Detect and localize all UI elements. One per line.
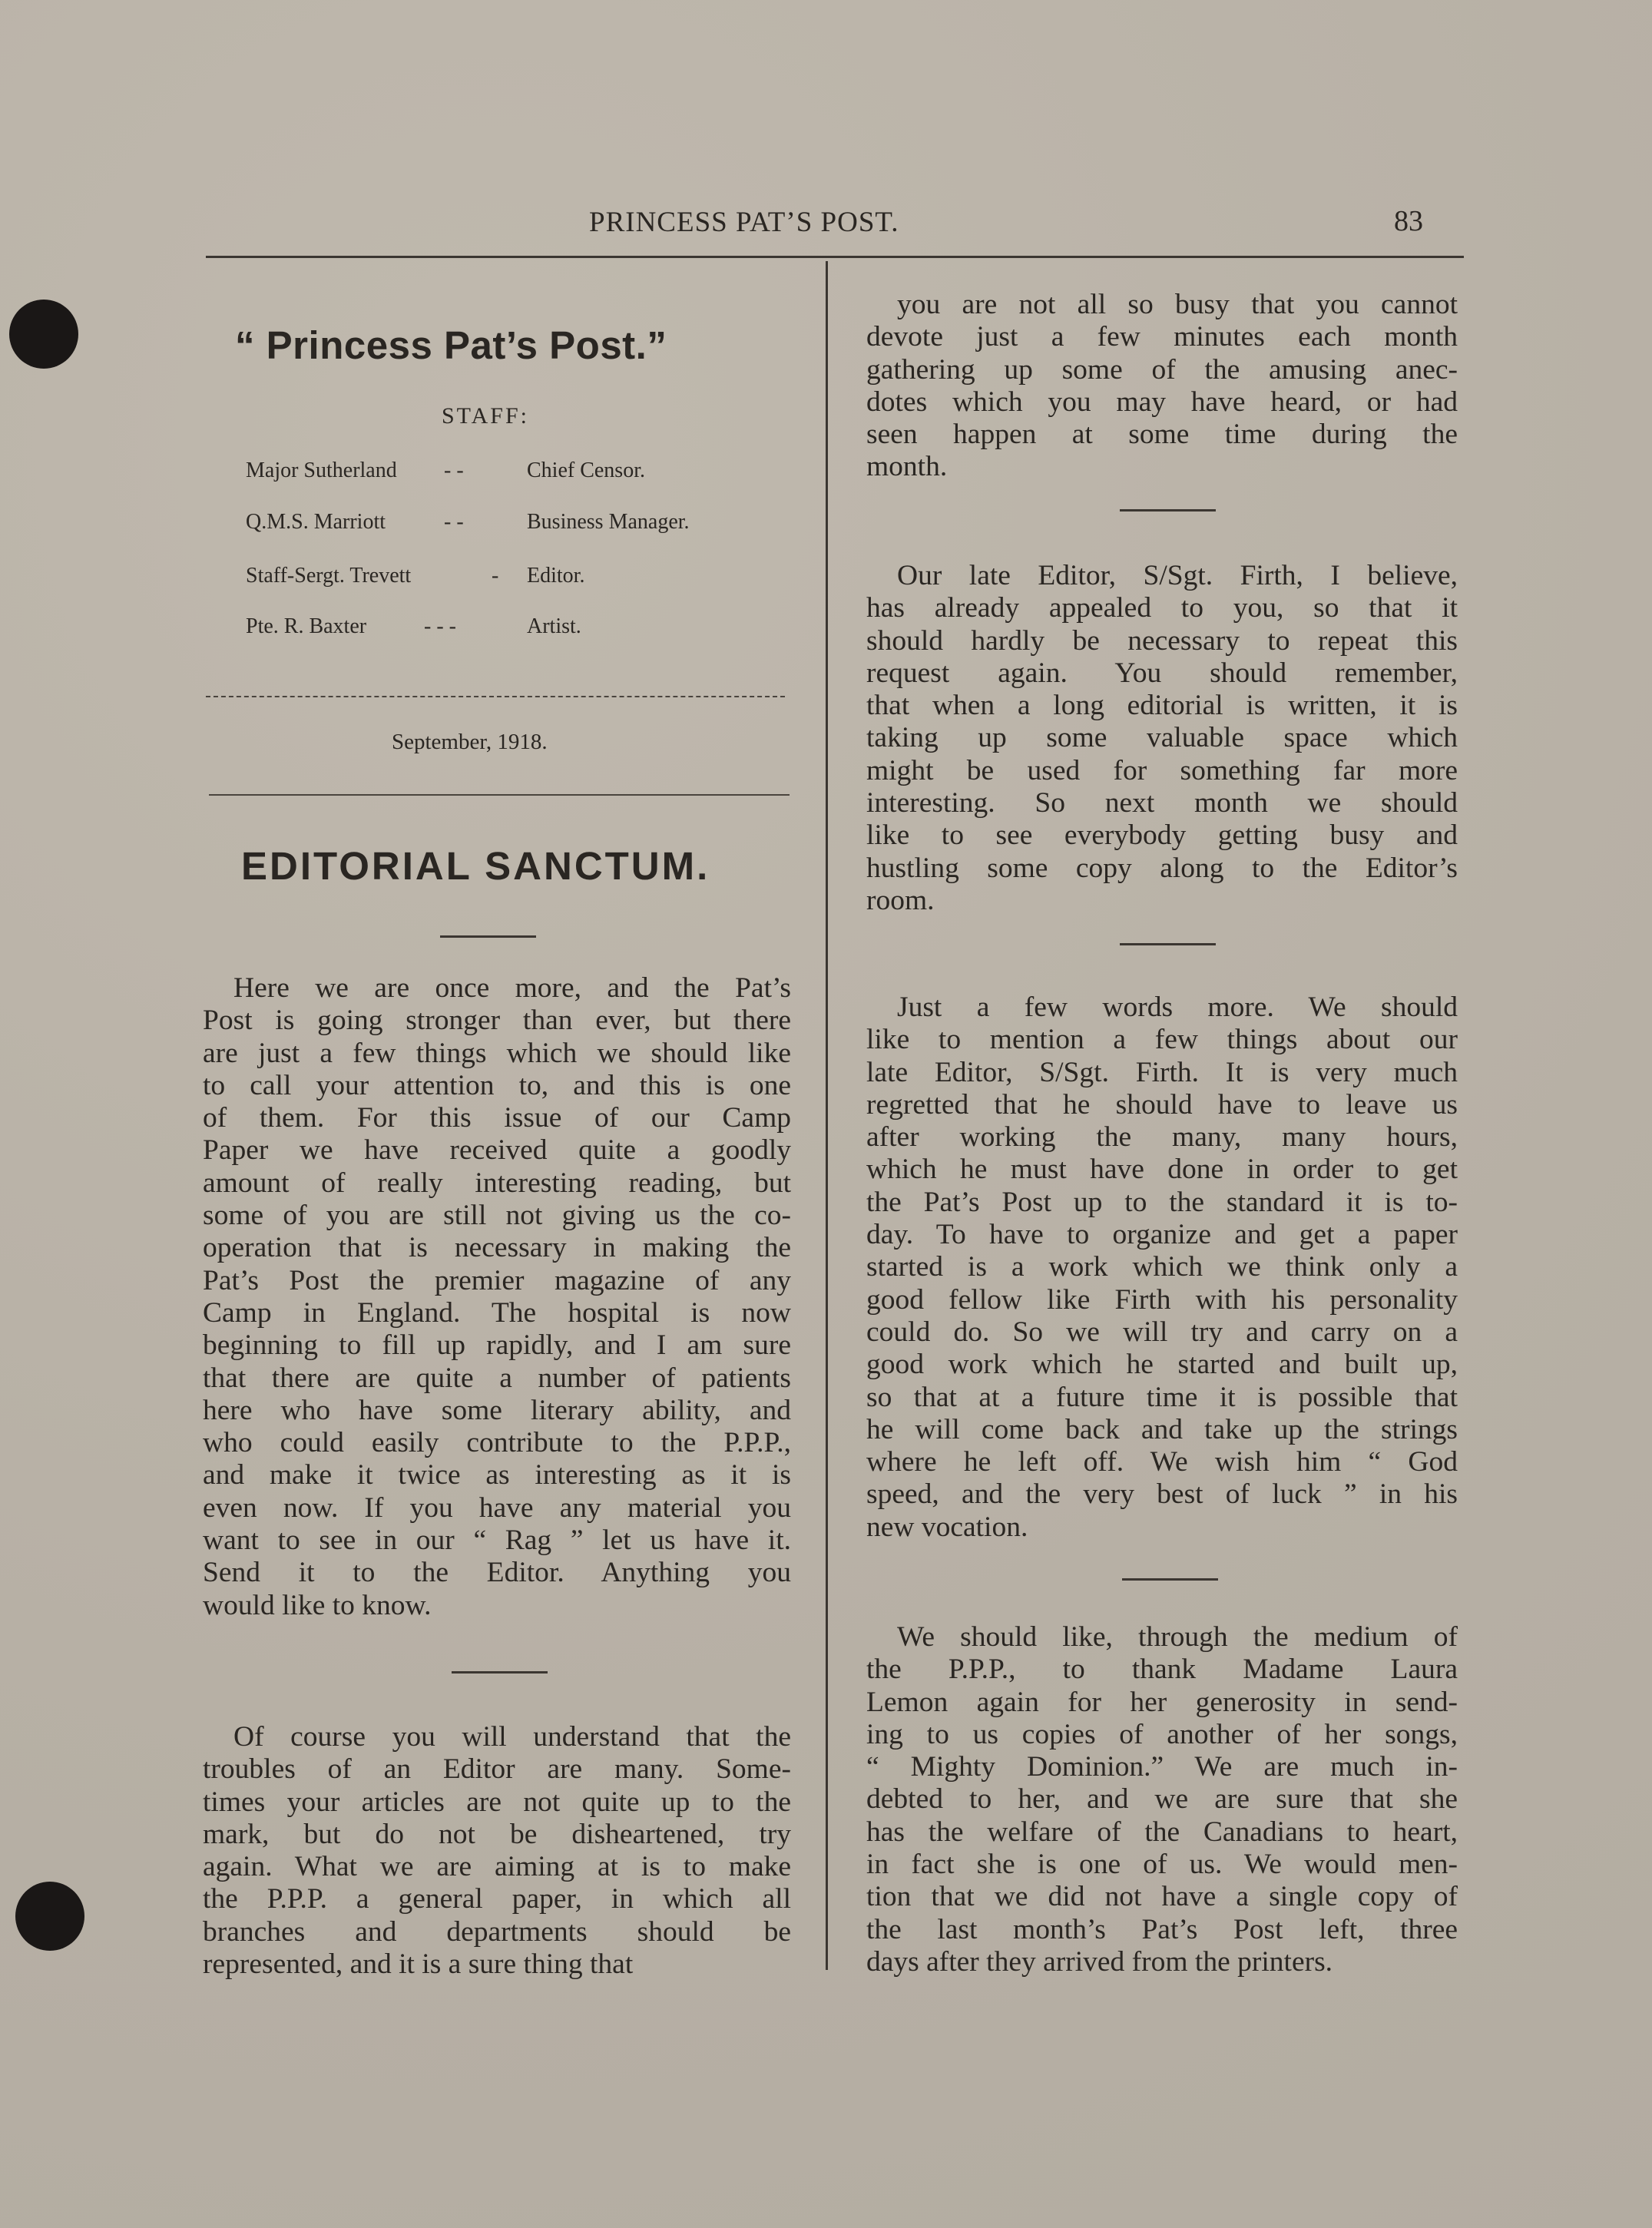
paragraph-line: which he must have done in order to get: [866, 1154, 1458, 1186]
paragraph-line: Camp in England. The hospital is now: [203, 1296, 791, 1329]
paragraph-line: has already appealed to you, so that it: [866, 592, 1458, 624]
paragraph-line: Our late Editor, S/Sgt. Firth, I believe,: [897, 560, 1458, 591]
paragraph-line: good fellow like Firth with his personality: [866, 1283, 1458, 1316]
paragraph-line: We should like, through the medium of: [897, 1621, 1458, 1653]
punch-hole: [15, 1882, 84, 1951]
paragraph-line: who could easily contribute to the P.P.P.,: [203, 1427, 791, 1459]
masthead-title: “ Princess Pat’s Post.”: [235, 323, 667, 367]
staff-name: Staff-Sergt. Trevett: [246, 564, 412, 588]
paragraph-line: ing to us copies of another of her songs,: [866, 1718, 1458, 1750]
staff-role: Chief Censor.: [527, 459, 645, 482]
paragraph-line: the Pat’s Post up to the standard it is to-: [866, 1186, 1458, 1218]
paragraph-line: amount of really interesting reading, but: [203, 1167, 791, 1199]
section-separator: [1122, 1578, 1218, 1581]
paragraph-line: “ Mighty Dominion.” We are much in-: [866, 1751, 1458, 1783]
paragraph-line: operation that is necessary in making the: [203, 1232, 791, 1264]
staff-role: Business Manager.: [527, 510, 690, 534]
section-separator: [1120, 943, 1216, 945]
paragraph-line: again. What we are aiming at is to make: [203, 1851, 791, 1883]
paragraph-line: represented, and it is a sure thing that: [203, 1948, 634, 1981]
editorial-heading: EDITORIAL SANCTUM.: [241, 844, 710, 888]
paragraph-line: good work which he started and built up,: [866, 1349, 1458, 1381]
paragraph-line: Paper we have received quite a goodly: [203, 1134, 791, 1167]
paragraph-line: regretted that he should have to leave us: [866, 1088, 1458, 1121]
paragraph-line: seen happen at some time during the: [866, 419, 1458, 451]
paragraph-line: to call your attention to, and this is one: [203, 1069, 791, 1101]
paragraph-line: day. To have to organize and get a paper: [866, 1219, 1458, 1251]
paragraph-line: started is a work which we think only a: [866, 1251, 1458, 1283]
masthead-rule: [209, 794, 790, 796]
column-divider: [826, 261, 828, 1970]
editorial-paragraph: [866, 1621, 1458, 1978]
section-separator: [452, 1671, 548, 1673]
paragraph-line: troubles of an Editor are many. Some-: [203, 1753, 791, 1786]
paragraph-line: are just a few things which we should like: [203, 1037, 791, 1069]
paragraph-line: might be used for something far more: [866, 754, 1458, 786]
paragraph-line: the last month’s Pat’s Post left, three: [866, 1913, 1458, 1945]
paragraph-line: Here we are once more, and the Pat’s: [233, 972, 791, 1004]
paragraph-line: Send it to the Editor. Anything you: [203, 1557, 791, 1589]
paragraph-line: tion that we did not have a single copy of: [866, 1881, 1458, 1913]
staff-name: Q.M.S. Marriott: [246, 510, 386, 534]
masthead-rule: [206, 696, 785, 697]
paragraph-line: Of course you will understand that the: [233, 1721, 791, 1753]
staff-dashes: -: [492, 564, 499, 588]
paragraph-line: of them. For this issue of our Camp: [203, 1102, 791, 1134]
paragraph-line: month.: [866, 451, 948, 483]
paragraph-line: speed, and the very best of luck ” in his: [866, 1478, 1458, 1511]
paragraph-line: room.: [866, 884, 935, 916]
paragraph-line: even now. If you have any material you: [203, 1491, 791, 1524]
editorial-paragraph: [203, 1721, 791, 1981]
paragraph-line: like to mention a few things about our: [866, 1024, 1458, 1056]
paragraph-line: in fact she is one of us. We would men-: [866, 1849, 1458, 1881]
paragraph-line: late Editor, S/Sgt. Firth. It is very much: [866, 1056, 1458, 1088]
paragraph-line: gathering up some of the amusing anec-: [866, 353, 1458, 386]
issue-date: September, 1918.: [392, 730, 548, 754]
paragraph-line: interesting. So next month we should: [866, 787, 1458, 819]
paragraph-line: want to see in our “ Rag ” let us have it.: [203, 1525, 791, 1557]
paragraph-line: Lemon again for her generosity in send-: [866, 1686, 1458, 1718]
paragraph-line: Just a few words more. We should: [897, 992, 1458, 1023]
paragraph-line: would like to know.: [203, 1589, 432, 1621]
staff-dashes: - -: [444, 510, 464, 534]
editorial-paragraph: [866, 289, 1458, 484]
header-rule: [206, 256, 1464, 258]
staff-name: Pte. R. Baxter: [246, 614, 367, 638]
paragraph-line: times your articles are not quite up to the: [203, 1786, 791, 1818]
paragraph-line: so that at a future time it is possible that: [866, 1381, 1458, 1413]
paragraph-line: here who have some literary ability, and: [203, 1394, 791, 1426]
page-number: 83: [1394, 205, 1423, 237]
staff-heading: STAFF:: [442, 403, 529, 429]
paragraph-line: mark, but do not be disheartened, try: [203, 1818, 791, 1850]
paragraph-line: request again. You should remember,: [866, 657, 1458, 689]
paragraph-line: hustling some copy along to the Editor’s: [866, 852, 1458, 884]
punch-hole: [9, 300, 78, 369]
paragraph-line: after working the many, many hours,: [866, 1121, 1458, 1154]
paragraph-line: devote just a few minutes each month: [866, 321, 1458, 353]
paragraph-line: should hardly be necessary to repeat this: [866, 624, 1458, 657]
editorial-paragraph: [866, 992, 1458, 1544]
paragraph-line: days after they arrived from the printers.: [866, 1945, 1333, 1978]
paragraph-line: and make it twice as interesting as it is: [203, 1459, 791, 1491]
paragraph-line: that when a long editorial is written, it is: [866, 690, 1458, 722]
staff-dashes: - -: [444, 459, 464, 482]
paragraph-line: beginning to fill up rapidly, and I am sure: [203, 1329, 791, 1362]
paragraph-line: new vocation.: [866, 1511, 1028, 1543]
paragraph-line: you are not all so busy that you cannot: [897, 289, 1458, 320]
paragraph-line: taking up some valuable space which: [866, 722, 1458, 754]
paragraph-line: some of you are still not giving us the co-: [203, 1200, 791, 1232]
editorial-paragraph: [866, 560, 1458, 917]
paragraph-line: Post is going stronger than ever, but there: [203, 1005, 791, 1037]
section-separator: [1120, 509, 1216, 511]
paragraph-line: has the welfare of the Canadians to heart,: [866, 1816, 1458, 1848]
paragraph-line: he will come back and take up the strings: [866, 1413, 1458, 1445]
staff-role: Editor.: [527, 564, 585, 588]
section-separator: [440, 935, 536, 938]
paragraph-line: where he left off. We wish him “ God: [866, 1446, 1458, 1478]
paragraph-line: dotes which you may have heard, or had: [866, 386, 1458, 418]
paragraph-line: branches and departments should be: [203, 1915, 791, 1948]
paragraph-line: could do. So we will try and carry on a: [866, 1316, 1458, 1348]
staff-dashes: - - -: [424, 614, 456, 638]
staff-role: Artist.: [527, 614, 581, 638]
paragraph-line: Pat’s Post the premier magazine of any: [203, 1264, 791, 1296]
paragraph-line: like to see everybody getting busy and: [866, 819, 1458, 852]
paragraph-line: that there are quite a number of patients: [203, 1362, 791, 1394]
paragraph-line: debted to her, and we are sure that she: [866, 1783, 1458, 1816]
running-header-title: PRINCESS PAT’S POST.: [589, 207, 899, 238]
editorial-paragraph: [203, 972, 791, 1622]
paragraph-line: the P.P.P., to thank Madame Laura: [866, 1654, 1458, 1686]
staff-name: Major Sutherland: [246, 459, 397, 482]
paragraph-line: the P.P.P. a general paper, in which all: [203, 1883, 791, 1915]
